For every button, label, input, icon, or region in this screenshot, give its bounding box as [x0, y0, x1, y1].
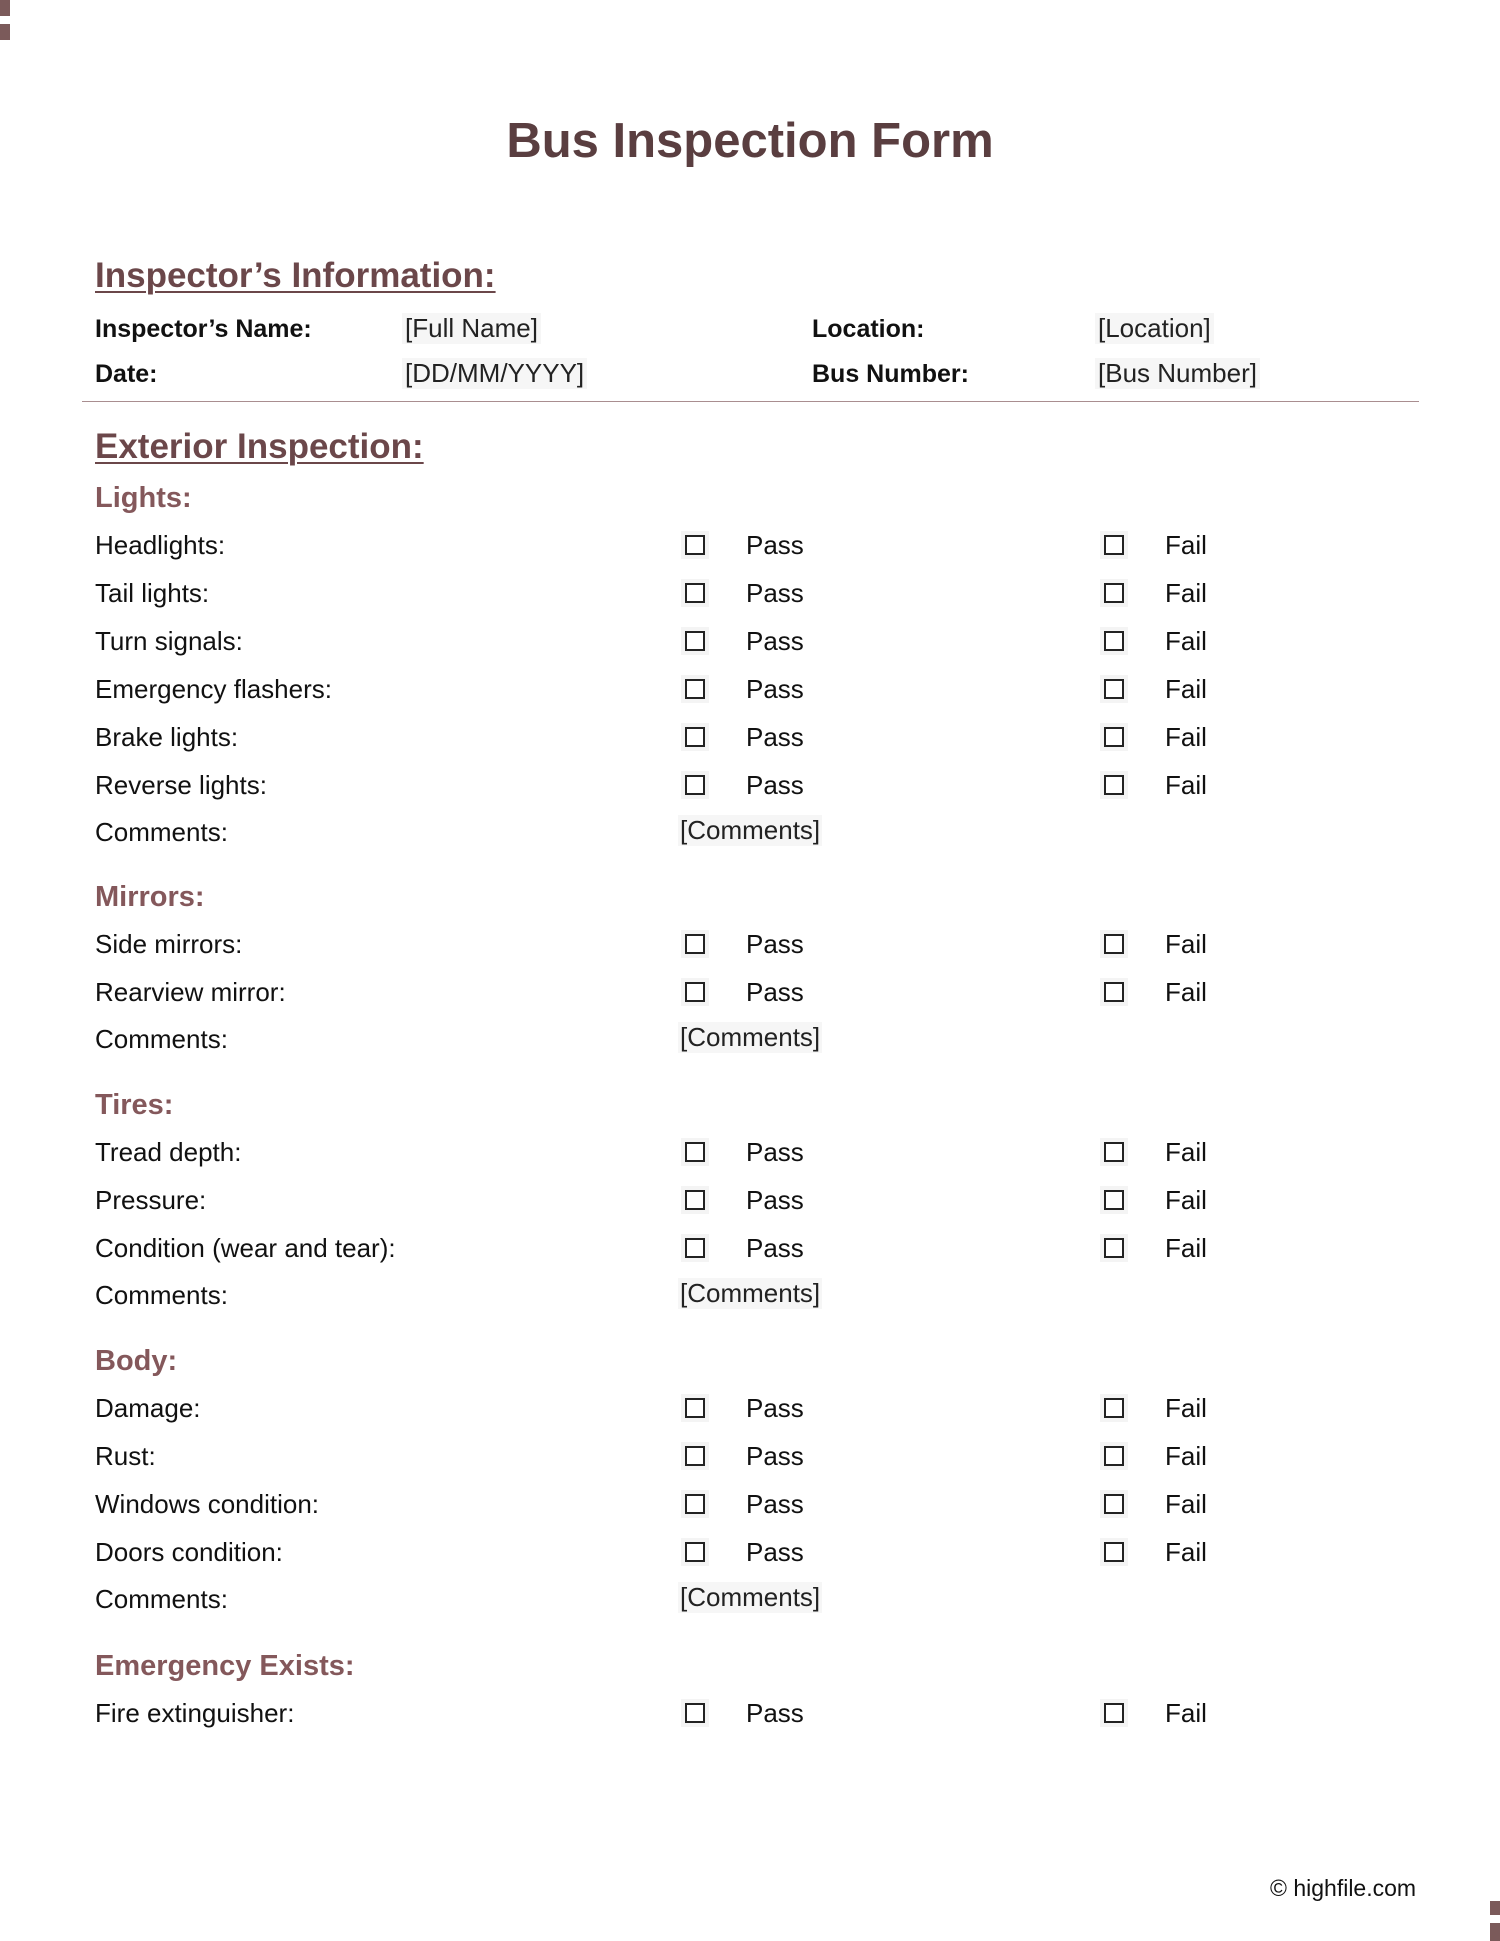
fail-checkbox[interactable]: [1104, 982, 1124, 1002]
checklist-item-label: Tread depth:: [95, 1137, 242, 1167]
pass-label: Pass: [746, 1489, 804, 1519]
fail-label: Fail: [1165, 929, 1207, 959]
bus-number-field[interactable]: [Bus Number]: [1095, 358, 1260, 389]
page-title: Bus Inspection Form: [506, 114, 994, 168]
fail-checkbox[interactable]: [1104, 679, 1124, 699]
pass-label: Pass: [746, 929, 804, 959]
pass-label: Pass: [746, 1698, 804, 1728]
checklist-item-label: Rearview mirror:: [95, 977, 286, 1007]
checklist-item-label: Doors condition:: [95, 1537, 283, 1567]
location-label: Location:: [812, 315, 925, 343]
checklist-item-label: Rust:: [95, 1441, 156, 1471]
pass-checkbox[interactable]: [685, 775, 705, 795]
checklist-item-label: Side mirrors:: [95, 929, 243, 959]
fail-label: Fail: [1165, 1441, 1207, 1471]
pass-checkbox[interactable]: [685, 1542, 705, 1562]
comments-label: Comments:: [95, 1584, 228, 1614]
group-heading: Mirrors:: [95, 881, 205, 913]
fail-checkbox[interactable]: [1104, 1446, 1124, 1466]
bus-number-label: Bus Number:: [812, 360, 969, 388]
corner-decoration: [0, 0, 10, 16]
pass-checkbox[interactable]: [685, 1142, 705, 1162]
fail-label: Fail: [1165, 1137, 1207, 1167]
comments-label: Comments:: [95, 817, 228, 847]
checklist-item-label: Damage:: [95, 1393, 201, 1423]
pass-label: Pass: [746, 578, 804, 608]
group-heading: Lights:: [95, 482, 192, 514]
comments-label: Comments:: [95, 1024, 228, 1054]
date-field[interactable]: [DD/MM/YYYY]: [402, 358, 587, 389]
corner-decoration: [1490, 1901, 1500, 1915]
pass-checkbox[interactable]: [685, 1398, 705, 1418]
pass-checkbox[interactable]: [685, 679, 705, 699]
pass-checkbox[interactable]: [685, 1238, 705, 1258]
pass-checkbox[interactable]: [685, 535, 705, 555]
pass-label: Pass: [746, 1393, 804, 1423]
pass-label: Pass: [746, 1233, 804, 1263]
comments-field[interactable]: [Comments]: [680, 815, 821, 845]
checklist-item-label: Headlights:: [95, 530, 226, 560]
fail-checkbox[interactable]: [1104, 1142, 1124, 1162]
pass-checkbox[interactable]: [685, 727, 705, 747]
checklist-item-label: Pressure:: [95, 1185, 207, 1215]
pass-checkbox[interactable]: [685, 583, 705, 603]
checklist-item-label: Fire extinguisher:: [95, 1698, 295, 1728]
pass-checkbox[interactable]: [685, 1446, 705, 1466]
inspector-name-label: Inspector’s Name:: [95, 315, 312, 343]
comments-field[interactable]: [Comments]: [680, 1278, 821, 1308]
group-heading: Emergency Exists:: [95, 1650, 355, 1682]
checklist-item-label: Windows condition:: [95, 1489, 319, 1519]
section-divider: [82, 401, 1419, 402]
pass-label: Pass: [746, 626, 804, 656]
comments-label: Comments:: [95, 1280, 228, 1310]
corner-decoration: [1490, 1923, 1500, 1941]
fail-checkbox[interactable]: [1104, 727, 1124, 747]
fail-label: Fail: [1165, 1185, 1207, 1215]
pass-label: Pass: [746, 977, 804, 1007]
pass-label: Pass: [746, 530, 804, 560]
pass-checkbox[interactable]: [685, 982, 705, 1002]
pass-label: Pass: [746, 674, 804, 704]
fail-label: Fail: [1165, 1537, 1207, 1567]
fail-label: Fail: [1165, 1393, 1207, 1423]
checklist-item-label: Emergency flashers:: [95, 674, 332, 704]
checklist-item-label: Turn signals:: [95, 626, 243, 656]
pass-label: Pass: [746, 1537, 804, 1567]
checklist-item-label: Brake lights:: [95, 722, 239, 752]
group-heading: Body:: [95, 1345, 178, 1377]
copyright-footer: © highfile.com: [1270, 1875, 1417, 1901]
pass-label: Pass: [746, 1137, 804, 1167]
comments-field[interactable]: [Comments]: [680, 1582, 821, 1612]
fail-label: Fail: [1165, 1489, 1207, 1519]
comments-field[interactable]: [Comments]: [680, 1022, 821, 1052]
fail-checkbox[interactable]: [1104, 1190, 1124, 1210]
fail-checkbox[interactable]: [1104, 1703, 1124, 1723]
fail-checkbox[interactable]: [1104, 583, 1124, 603]
pass-checkbox[interactable]: [685, 934, 705, 954]
fail-label: Fail: [1165, 578, 1207, 608]
fail-checkbox[interactable]: [1104, 1398, 1124, 1418]
fail-checkbox[interactable]: [1104, 775, 1124, 795]
fail-checkbox[interactable]: [1104, 1238, 1124, 1258]
fail-checkbox[interactable]: [1104, 1494, 1124, 1514]
checklist-item-label: Condition (wear and tear):: [95, 1233, 396, 1263]
inspector-info-heading: Inspector’s Information:: [95, 256, 496, 295]
fail-label: Fail: [1165, 530, 1207, 560]
fail-label: Fail: [1165, 1233, 1207, 1263]
exterior-inspection-heading: Exterior Inspection:: [95, 427, 424, 466]
fail-checkbox[interactable]: [1104, 535, 1124, 555]
pass-label: Pass: [746, 770, 804, 800]
checklist-item-label: Tail lights:: [95, 578, 210, 608]
pass-label: Pass: [746, 722, 804, 752]
group-heading: Tires:: [95, 1089, 174, 1121]
fail-label: Fail: [1165, 1698, 1207, 1728]
date-label: Date:: [95, 360, 158, 388]
pass-checkbox[interactable]: [685, 631, 705, 651]
pass-label: Pass: [746, 1441, 804, 1471]
pass-checkbox[interactable]: [685, 1494, 705, 1514]
pass-label: Pass: [746, 1185, 804, 1215]
fail-checkbox[interactable]: [1104, 1542, 1124, 1562]
inspector-name-field[interactable]: [Full Name]: [402, 313, 541, 344]
fail-label: Fail: [1165, 626, 1207, 656]
pass-checkbox[interactable]: [685, 1703, 705, 1723]
pass-checkbox[interactable]: [685, 1190, 705, 1210]
fail-checkbox[interactable]: [1104, 934, 1124, 954]
checklist-item-label: Reverse lights:: [95, 770, 267, 800]
corner-decoration: [0, 24, 10, 40]
fail-label: Fail: [1165, 674, 1207, 704]
location-field[interactable]: [Location]: [1095, 313, 1214, 344]
fail-checkbox[interactable]: [1104, 631, 1124, 651]
fail-label: Fail: [1165, 722, 1207, 752]
fail-label: Fail: [1165, 770, 1207, 800]
fail-label: Fail: [1165, 977, 1207, 1007]
